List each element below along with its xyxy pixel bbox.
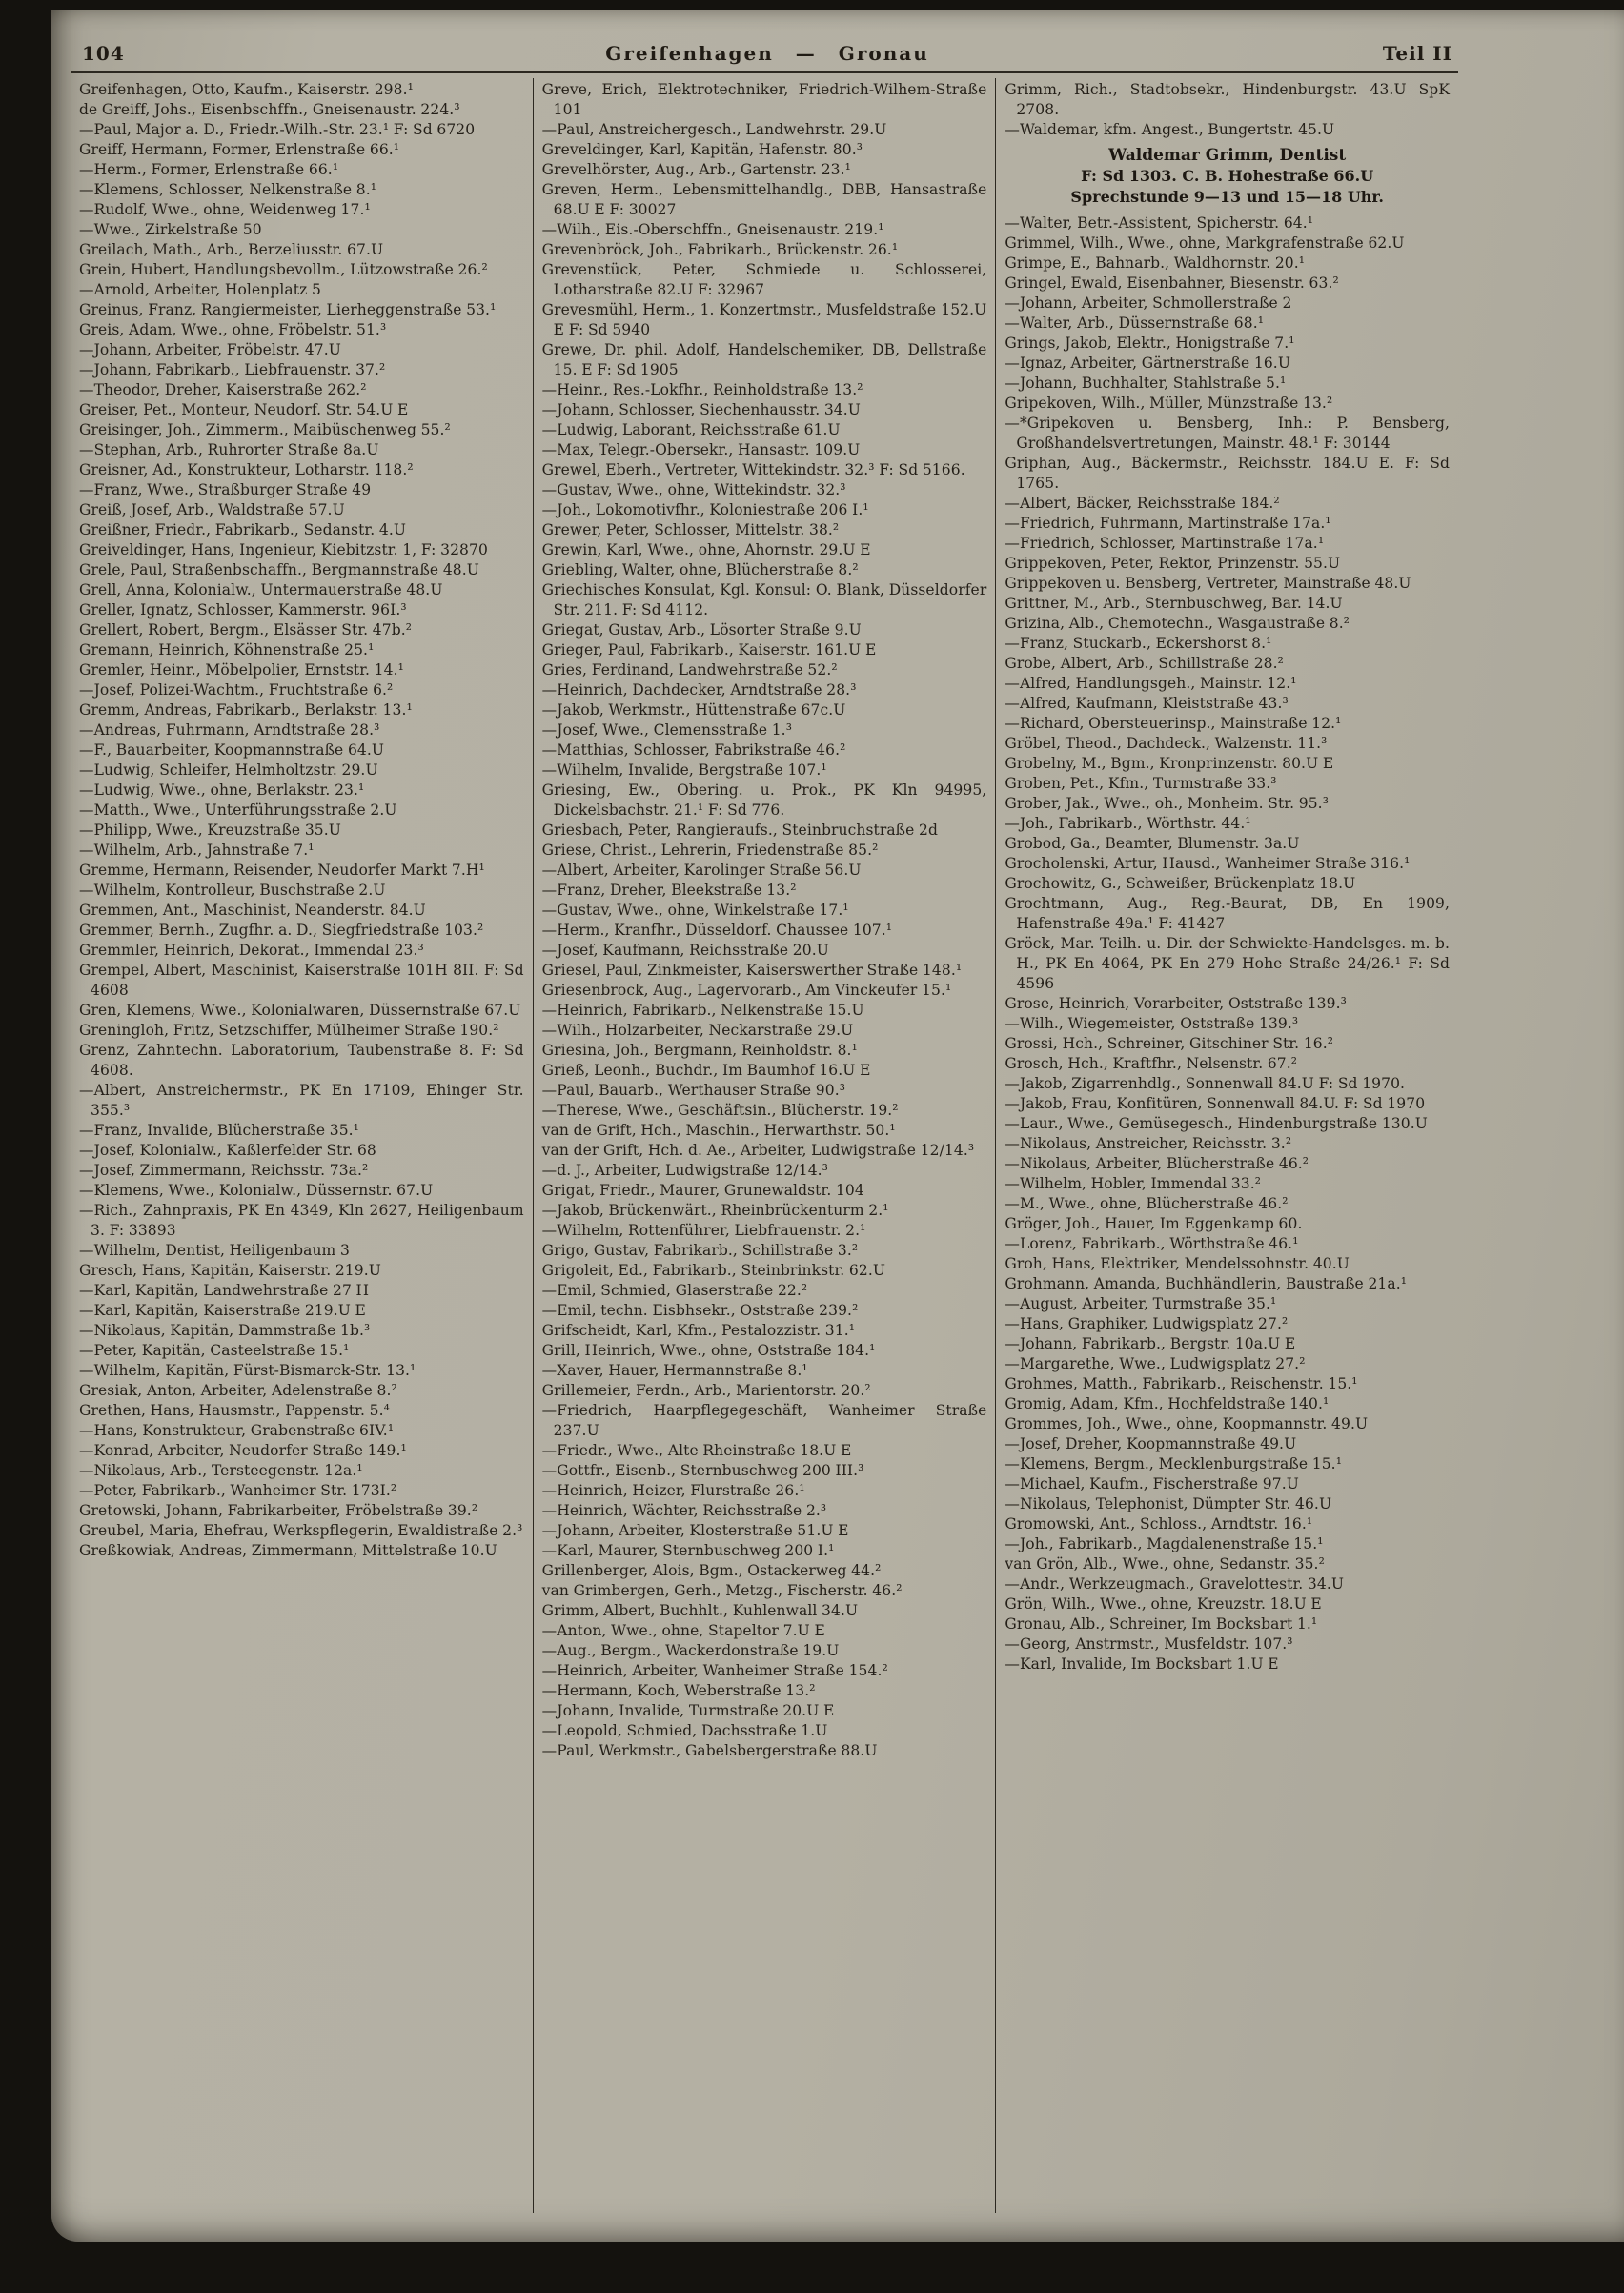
- directory-entry: —Friedrich, Schlosser, Martinstraße 17a.¹: [1005, 535, 1325, 552]
- directory-entry: Grewer, Peter, Schlosser, Mittelstr. 38.²: [541, 521, 840, 538]
- page-part-label: Teil II: [1382, 42, 1452, 65]
- directory-column-2: [533, 78, 996, 2213]
- directory-entry: —Jakob, Frau, Konfitüren, Sonnenwall 84.U. F: Sd 1970: [1005, 1095, 1426, 1112]
- directory-entry: Grethen, Hans, Hausmstr., Pappenstr. 5.⁴: [79, 1402, 390, 1419]
- directory-entry: Grevelhörster, Aug., Arb., Gartenstr. 23.¹: [541, 161, 851, 178]
- directory-entry: Greiß, Josef, Arb., Waldstraße 57.U: [79, 501, 345, 518]
- directory-entry: Grosch, Hch., Kraftfhr., Nelsenstr. 67.²: [1005, 1055, 1298, 1072]
- directory-entry: Grimm, Albert, Buchhlt., Kuhlenwall 34.U: [541, 1602, 859, 1619]
- directory-entry: de Greiff, Johs., Eisenbschffn., Gneisenaustr. 224.³: [79, 101, 460, 118]
- directory-entry: —Richard, Obersteuerinsp., Mainstraße 12.¹: [1005, 715, 1342, 732]
- directory-entry: Groben, Pet., Kfm., Turmstraße 33.³: [1005, 775, 1277, 792]
- directory-entry: Grigoleit, Ed., Fabrikarb., Steinbrinkstr. 62.U: [541, 1262, 886, 1279]
- directory-entry: —Joh., Lokomotivfhr., Koloniestraße 206 I.¹: [541, 501, 869, 518]
- directory-entry: —Wilh., Eis.-Oberschffn., Gneisenaustr. 219.¹: [541, 221, 884, 238]
- directory-entry: —Xaver, Hauer, Hermannstraße 8.¹: [541, 1362, 808, 1379]
- directory-entry: —Johann, Invalide, Turmstraße 20.U E: [541, 1702, 835, 1719]
- directory-entry: —Hermann, Koch, Weberstraße 13.²: [541, 1682, 816, 1699]
- directory-entry: Greißner, Friedr., Fabrikarb., Sedanstr. 4.U: [79, 521, 407, 538]
- directory-entry: —Paul, Bauarb., Werthauser Straße 90.³: [541, 1082, 846, 1099]
- directory-entry: Grittner, M., Arb., Sternbuschweg, Bar. 14.U: [1005, 595, 1343, 612]
- directory-entry: —Karl, Kapitän, Landwehrstraße 27 H: [79, 1282, 370, 1299]
- directory-entry: —Peter, Fabrikarb., Wanheimer Str. 173I.²: [79, 1482, 397, 1499]
- directory-entry: Greisner, Ad., Konstrukteur, Lotharstr. 118.²: [79, 461, 414, 478]
- directory-entry: Griesbach, Peter, Rangieraufs., Steinbruchstraße 2d: [541, 822, 939, 839]
- directory-entry: —Albert, Anstreichermstr., PK En 17109, Ehinger Str. 355.³: [79, 1082, 524, 1119]
- directory-entry: —Wilhelm, Rottenführer, Liebfrauenstr. 2.¹: [541, 1222, 866, 1239]
- directory-entry: —Walter, Arb., Düssernstraße 68.¹: [1005, 315, 1265, 332]
- directory-entry: Grober, Jak., Wwe., oh., Monheim. Str. 95.³: [1005, 795, 1330, 812]
- directory-entry: Grobod, Ga., Beamter, Blumenstr. 3a.U: [1005, 835, 1300, 852]
- directory-entry: —Matthias, Schlosser, Fabrikstraße 46.²: [541, 741, 846, 759]
- page-title: Greifenhagen — Gronau: [605, 42, 929, 65]
- directory-entry: —Walter, Betr.-Assistent, Spicherstr. 64.¹: [1005, 214, 1314, 232]
- directory-entry: Grimmel, Wilh., Wwe., ohne, Markgrafenstraße 62.U: [1005, 234, 1405, 252]
- directory-entry: Griesel, Paul, Zinkmeister, Kaiserswerther Straße 148.¹: [541, 962, 963, 979]
- directory-entry: —Hans, Konstrukteur, Grabenstraße 6IV.¹: [79, 1422, 395, 1439]
- directory-entry: Greiser, Pet., Monteur, Neudorf. Str. 54.U E: [79, 401, 409, 418]
- directory-entry: Gripekoven, Wilh., Müller, Münzstraße 13.²: [1005, 395, 1333, 412]
- directory-entry: Gremmer, Bernh., Zugfhr. a. D., Siegfriedstraße 103.²: [79, 922, 484, 939]
- directory-entry: Grochowitz, G., Schweißer, Brückenplatz 18.U: [1005, 875, 1356, 892]
- directory-entry: —Wilhelm, Dentist, Heiligenbaum 3: [79, 1242, 350, 1259]
- directory-entry: —Matth., Wwe., Unterführungsstraße 2.U: [79, 802, 397, 819]
- directory-entry: —Alfred, Kaufmann, Kleiststraße 43.³: [1005, 695, 1289, 712]
- directory-entry: —Leopold, Schmied, Dachsstraße 1.U: [541, 1722, 828, 1739]
- directory-entry: —Ignaz, Arbeiter, Gärtnerstraße 16.U: [1005, 355, 1290, 372]
- directory-entry: —Gustav, Wwe., ohne, Wittekindstr. 32.³: [541, 481, 846, 498]
- directory-entry: —Philipp, Wwe., Kreuzstraße 35.U: [79, 822, 341, 839]
- directory-entry: —Nikolaus, Anstreicher, Reichsstr. 3.²: [1005, 1135, 1292, 1152]
- directory-entry: —Josef, Dreher, Koopmannstraße 49.U: [1005, 1435, 1297, 1452]
- directory-entry: —Michael, Kaufm., Fischerstraße 97.U: [1005, 1475, 1299, 1492]
- directory-entry: —Alfred, Handlungsgeh., Mainstr. 12.¹: [1005, 675, 1297, 692]
- directory-entry: —Wilhelm, Invalide, Bergstraße 107.¹: [541, 761, 827, 779]
- directory-entry: —Johann, Fabrikarb., Bergstr. 10a.U E: [1005, 1335, 1296, 1352]
- directory-entry: Greningloh, Fritz, Setzschiffer, Mülheimer Straße 190.²: [79, 1022, 499, 1039]
- directory-entry: —F., Bauarbeiter, Koopmannstraße 64.U: [79, 741, 385, 759]
- directory-entry: —Georg, Anstrmstr., Musfeldstr. 107.³: [1005, 1635, 1293, 1653]
- directory-entry: Grempel, Albert, Maschinist, Kaiserstraße 101H 8II. F: Sd 4608: [79, 962, 524, 999]
- directory-entry: Grohmann, Amanda, Buchhändlerin, Baustraße 21a.¹: [1005, 1275, 1408, 1292]
- directory-entry: Gries, Ferdinand, Landwehrstraße 52.²: [541, 661, 838, 679]
- directory-entry: Grobe, Albert, Arb., Schillstraße 28.²: [1005, 655, 1284, 672]
- directory-entry: —Wwe., Zirkelstraße 50: [79, 221, 262, 238]
- directory-entry: —Ludwig, Wwe., ohne, Berlakstr. 23.¹: [79, 781, 365, 799]
- directory-entry: —M., Wwe., ohne, Blücherstraße 46.²: [1005, 1195, 1289, 1212]
- directory-entry: —Heinr., Res.-Lokfhr., Reinholdstraße 13.²: [541, 381, 863, 398]
- directory-entry: —Wilhelm, Kontrolleur, Buschstraße 2.U: [79, 882, 386, 899]
- directory-entry: —Therese, Wwe., Geschäftsin., Blücherstr. 19.²: [541, 1102, 899, 1119]
- directory-entry: —Joh., Fabrikarb., Wörthstr. 44.¹: [1005, 815, 1251, 832]
- directory-entry: —Jakob, Zigarrenhdlg., Sonnenwall 84.U F: Sd 1970.: [1005, 1075, 1406, 1092]
- directory-entry: Griebling, Walter, ohne, Blücherstraße 8.²: [541, 561, 859, 578]
- directory-entry: Grein, Hubert, Handlungsbevollm., Lützowstraße 26.²: [79, 261, 488, 278]
- directory-entry: —Heinrich, Dachdecker, Arndtstraße 28.³: [541, 681, 857, 699]
- directory-entry: —Hans, Graphiker, Ludwigsplatz 27.²: [1005, 1315, 1289, 1332]
- directory-entry: —Klemens, Wwe., Kolonialw., Düssernstr. 67.U: [79, 1182, 434, 1199]
- directory-entry: Grippekoven, Peter, Rektor, Prinzenstr. 55.U: [1005, 555, 1341, 572]
- directory-entry: Grimpe, E., Bahnarb., Waldhornstr. 20.¹: [1005, 254, 1306, 272]
- directory-entry: —Paul, Anstreichergesch., Landwehrstr. 29.U: [541, 121, 887, 138]
- directory-entry: —Franz, Stuckarb., Eckershorst 8.¹: [1005, 635, 1272, 652]
- directory-entry: Grossi, Hch., Schreiner, Gitschiner Str. 16.²: [1005, 1035, 1334, 1052]
- directory-entry: —Johann, Arbeiter, Schmollerstraße 2: [1005, 294, 1292, 312]
- directory-entry: —Klemens, Bergm., Mecklenburgstraße 15.¹: [1005, 1455, 1343, 1472]
- directory-entry: Gresch, Hans, Kapitän, Kaiserstr. 219.U: [79, 1262, 381, 1279]
- directory-entry: —Ludwig, Schleifer, Helmholtzstr. 29.U: [79, 761, 378, 779]
- directory-entry: Grieß, Leonh., Buchdr., Im Baumhof 16.U E: [541, 1062, 871, 1079]
- directory-entry: —*Gripekoven u. Bensberg, Inh.: P. Bensberg, Großhandelsvertretungen, Mainstr. 48.¹ F: 30144: [1005, 415, 1451, 452]
- directory-entry: —Jakob, Brückenwärt., Rheinbrückenturm 2.¹: [541, 1202, 889, 1219]
- directory-entry: Griegat, Gustav, Arb., Lösorter Straße 9.U: [541, 621, 862, 639]
- directory-entry: —Emil, Schmied, Glaserstraße 22.²: [541, 1282, 808, 1299]
- ad-line: Waldemar Grimm, Dentist: [1108, 146, 1347, 165]
- directory-entry: —Waldemar, kfm. Angest., Bungertstr. 45.U: [1005, 121, 1335, 138]
- directory-entry: Griesenbrock, Aug., Lagervorarb., Am Vinckeufer 15.¹: [541, 982, 952, 999]
- directory-entry: —Heinrich, Wächter, Reichsstraße 2.³: [541, 1502, 827, 1519]
- directory-entry: —Johann, Arbeiter, Fröbelstr. 47.U: [79, 341, 341, 358]
- directory-entry: —Karl, Kapitän, Kaiserstraße 219.U E: [79, 1302, 366, 1319]
- directory-entry: Grommes, Joh., Wwe., ohne, Koopmannstr. 49.U: [1005, 1415, 1369, 1432]
- directory-entry: Gremme, Hermann, Reisender, Neudorfer Markt 7.H¹: [79, 862, 485, 879]
- directory-entry: —Aug., Bergm., Wackerdonstraße 19.U: [541, 1642, 840, 1659]
- directory-entry: Grellert, Robert, Bergm., Elsässer Str. 47b.²: [79, 621, 413, 639]
- directory-entry: van Grimbergen, Gerh., Metzg., Fischerstr. 46.²: [541, 1582, 903, 1599]
- directory-entry: Grill, Heinrich, Wwe., ohne, Oststraße 184.¹: [541, 1342, 876, 1359]
- directory-entry: Griese, Christ., Lehrerin, Friedenstraße 85.²: [541, 842, 879, 859]
- directory-entry: Greiff, Hermann, Former, Erlenstraße 66.¹: [79, 141, 400, 158]
- directory-entry: —Emil, techn. Eisbhsekr., Oststraße 239.²: [541, 1302, 859, 1319]
- directory-entry: —Andr., Werkzeugmach., Gravelottestr. 34.U: [1005, 1575, 1345, 1593]
- directory-entry: —Johann, Buchhalter, Stahlstraße 5.¹: [1005, 375, 1287, 392]
- directory-entry: Gronau, Alb., Schreiner, Im Bocksbart 1.¹: [1005, 1615, 1318, 1633]
- directory-entry: Grigo, Gustav, Fabrikarb., Schillstraße 3.²: [541, 1242, 859, 1259]
- directory-entry: Grings, Jakob, Elektr., Honigstraße 7.¹: [1005, 335, 1295, 352]
- directory-entry: van Grön, Alb., Wwe., ohne, Sedanstr. 35.²: [1005, 1555, 1325, 1573]
- directory-entry: —Johann, Fabrikarb., Liebfrauenstr. 37.²: [79, 361, 386, 378]
- directory-entry: Gremler, Heinr., Möbelpolier, Ernststr. 14.¹: [79, 661, 404, 679]
- directory-entry: Griesina, Joh., Bergmann, Reinholdstr. 8.¹: [541, 1042, 858, 1059]
- directory-entry: —Josef, Kaufmann, Reichsstraße 20.U: [541, 942, 829, 959]
- page-header: [71, 42, 1458, 73]
- directory-entry: —August, Arbeiter, Turmstraße 35.¹: [1005, 1295, 1277, 1312]
- directory-entry: Grieger, Paul, Fabrikarb., Kaiserstr. 161.U E: [541, 641, 877, 659]
- directory-entry: van der Grift, Hch. d. Ae., Arbeiter, Ludwigstraße 12/14.³: [541, 1142, 975, 1159]
- directory-entry: —Wilh., Holzarbeiter, Neckarstraße 29.U: [541, 1022, 854, 1039]
- directory-entry: Gringel, Ewald, Eisenbahner, Biesenstr. 63.²: [1005, 274, 1339, 292]
- directory-entry: —Andreas, Fuhrmann, Arndtstraße 28.³: [79, 721, 380, 739]
- directory-entry: Grevenstück, Peter, Schmiede u. Schlosserei, Lotharstraße 82.U F: 32967: [541, 261, 987, 298]
- directory-columns: [71, 78, 1458, 2213]
- directory-entry: Greilach, Math., Arb., Berzeliusstr. 67.U: [79, 241, 384, 258]
- directory-entry: Grocholenski, Artur, Hausd., Wanheimer Straße 316.¹: [1005, 855, 1411, 872]
- directory-entry: —Karl, Invalide, Im Bocksbart 1.U E: [1005, 1655, 1279, 1673]
- directory-entry: —Johann, Schlosser, Siechenhausstr. 34.U: [541, 401, 861, 418]
- directory-entry: —Wilhelm, Hobler, Immendal 33.²: [1005, 1175, 1262, 1192]
- dentist-ad: [1005, 145, 1450, 208]
- directory-entry: —Heinrich, Fabrikarb., Nelkenstraße 15.U: [541, 1002, 864, 1019]
- directory-entry: —Peter, Kapitän, Casteelstraße 15.¹: [79, 1342, 350, 1359]
- directory-entry: Greve, Erich, Elektrotechniker, Friedrich-Wilhem-Straße 101: [541, 81, 987, 118]
- directory-entry: Grimm, Rich., Stadtobsekr., Hindenburgstr. 43.U SpK 2708.: [1005, 81, 1451, 118]
- directory-entry: —Klemens, Schlosser, Nelkenstraße 8.¹: [79, 181, 377, 198]
- directory-entry: van de Grift, Hch., Maschin., Herwarthstr. 50.¹: [541, 1122, 896, 1139]
- directory-entry: —Karl, Maurer, Sternbuschweg 200 I.¹: [541, 1542, 835, 1559]
- directory-entry: Grochtmann, Aug., Reg.-Baurat, DB, En 1909, Hafenstraße 49a.¹ F: 41427: [1005, 895, 1451, 932]
- directory-entry: —Anton, Wwe., ohne, Stapeltor 7.U E: [541, 1622, 825, 1639]
- directory-entry: —Nikolaus, Kapitän, Dammstraße 1b.³: [79, 1322, 371, 1339]
- directory-entry: —Herm., Former, Erlenstraße 66.¹: [79, 161, 339, 178]
- page-number: 104: [82, 42, 125, 65]
- directory-entry: Grizina, Alb., Chemotechn., Wasgaustraße 8.²: [1005, 615, 1350, 632]
- directory-entry: Gröck, Mar. Teilh. u. Dir. der Schwiekte-Handelsges. m. b. H., PK En 4064, PK En 279 Hohe Straße 24/26.¹ F: Sd 4596: [1005, 935, 1451, 992]
- directory-entry: Grenz, Zahntechn. Laboratorium, Taubenstraße 8. F: Sd 4608.: [79, 1042, 524, 1079]
- scanned-page: [51, 10, 1624, 2242]
- directory-entry: Gresiak, Anton, Arbeiter, Adelenstraße 8.²: [79, 1382, 397, 1399]
- directory-entry: Gröger, Joh., Hauer, Im Eggenkamp 60.: [1005, 1215, 1303, 1232]
- directory-entry: —Lorenz, Fabrikarb., Wörthstraße 46.¹: [1005, 1235, 1299, 1252]
- directory-entry: —Theodor, Dreher, Kaiserstraße 262.²: [79, 381, 367, 398]
- directory-entry: —Josef, Kolonialw., Kaßlerfelder Str. 68: [79, 1142, 376, 1159]
- directory-entry: Greller, Ignatz, Schlosser, Kammerstr. 96I.³: [79, 601, 407, 619]
- directory-entry: —Margarethe, Wwe., Ludwigsplatz 27.²: [1005, 1355, 1306, 1372]
- directory-entry: Grillenberger, Alois, Bgm., Ostackerweg 44.²: [541, 1562, 882, 1579]
- directory-entry: —Heinrich, Heizer, Flurstraße 26.¹: [541, 1482, 805, 1499]
- directory-entry: Grohmes, Matth., Fabrikarb., Reischenstr. 15.¹: [1005, 1375, 1358, 1392]
- ad-line: F: Sd 1303. C. B. Hohestraße 66.U: [1081, 167, 1374, 185]
- directory-entry: Grewel, Eberh., Vertreter, Wittekindstr. 32.³ F: Sd 5166.: [541, 461, 965, 478]
- directory-entry: Greubel, Maria, Ehefrau, Werkspflegerin, Ewaldistraße 2.³: [79, 1522, 523, 1539]
- directory-entry: —Josef, Zimmermann, Reichsstr. 73a.²: [79, 1162, 369, 1179]
- directory-entry: —Jakob, Werkmstr., Hüttenstraße 67c.U: [541, 701, 846, 719]
- directory-entry: —Gottfr., Eisenb., Sternbuschweg 200 III.³: [541, 1462, 864, 1479]
- directory-entry: Grele, Paul, Straßenbschaffn., Bergmannstraße 48.U: [79, 561, 479, 578]
- directory-entry: Gretowski, Johann, Fabrikarbeiter, Fröbelstraße 39.²: [79, 1502, 478, 1519]
- directory-entry: Greisinger, Joh., Zimmerm., Maibüschenweg 55.²: [79, 421, 451, 438]
- directory-entry: Greßkowiak, Andreas, Zimmermann, Mittelstraße 10.U: [79, 1542, 497, 1559]
- directory-entry: Greinus, Franz, Rangiermeister, Lierheggenstraße 53.¹: [79, 301, 497, 318]
- directory-entry: Gremmen, Ant., Maschinist, Neanderstr. 84.U: [79, 902, 426, 919]
- directory-entry: —Wilhelm, Kapitän, Fürst-Bismarck-Str. 13.¹: [79, 1362, 416, 1379]
- directory-entry: —Albert, Bäcker, Reichsstraße 184.²: [1005, 495, 1280, 512]
- directory-entry: —Franz, Invalide, Blücherstraße 35.¹: [79, 1122, 360, 1139]
- directory-entry: —Nikolaus, Arb., Tersteegenstr. 12a.¹: [79, 1462, 363, 1479]
- directory-column-1: [71, 78, 533, 2213]
- directory-entry: Greiveldinger, Hans, Ingenieur, Kiebitzstr. 1, F: 32870: [79, 541, 488, 558]
- directory-entry: Grifscheidt, Karl, Kfm., Pestalozzistr. 31.¹: [541, 1322, 856, 1339]
- directory-entry: —Arnold, Arbeiter, Holenplatz 5: [79, 281, 321, 298]
- directory-entry: Grippekoven u. Bensberg, Vertreter, Mainstraße 48.U: [1005, 575, 1411, 592]
- directory-entry: Griphan, Aug., Bäckermstr., Reichsstr. 184.U E. F: Sd 1765.: [1005, 455, 1451, 492]
- directory-entry: Greven, Herm., Lebensmittelhandlg., DBB, Hansastraße 68.U E F: 30027: [541, 181, 987, 218]
- directory-entry: —Wilhelm, Arb., Jahnstraße 7.¹: [79, 842, 315, 859]
- directory-entry: —d. J., Arbeiter, Ludwigstraße 12/14.³: [541, 1162, 828, 1179]
- directory-entry: —Friedr., Wwe., Alte Rheinstraße 18.U E: [541, 1442, 852, 1459]
- directory-entry: —Rich., Zahnpraxis, PK En 4349, Kln 2627, Heiligenbaum 3. F: 33893: [79, 1202, 524, 1239]
- page-content: [71, 42, 1458, 2213]
- directory-entry: Groh, Hans, Elektriker, Mendelssohnstr. 40.U: [1005, 1255, 1350, 1272]
- directory-entry: —Max, Telegr.-Obersekr., Hansastr. 109.U: [541, 441, 861, 458]
- directory-entry: —Josef, Wwe., Clemensstraße 1.³: [541, 721, 793, 739]
- directory-entry: Gröbel, Theod., Dachdeck., Walzenstr. 11.³: [1005, 735, 1328, 752]
- directory-entry: Griechisches Konsulat, Kgl. Konsul: O. Blank, Düsseldorfer Str. 211. F: Sd 4112.: [541, 581, 987, 619]
- directory-entry: —Ludwig, Laborant, Reichsstraße 61.U: [541, 421, 841, 438]
- directory-entry: —Franz, Dreher, Bleekstraße 13.²: [541, 882, 797, 899]
- directory-entry: Greveldinger, Karl, Kapitän, Hafenstr. 80.³: [541, 141, 863, 158]
- directory-entry: Griesing, Ew., Obering. u. Prok., PK Kln 94995, Dickelsbachstr. 21.¹ F: Sd 776.: [541, 781, 987, 819]
- directory-entry: —Nikolaus, Arbeiter, Blücherstraße 46.²: [1005, 1155, 1309, 1172]
- directory-entry: Greis, Adam, Wwe., ohne, Fröbelstr. 51.³: [79, 321, 387, 338]
- directory-entry: Greifenhagen, Otto, Kaufm., Kaiserstr. 298.¹: [79, 81, 414, 98]
- directory-entry: Gremm, Andreas, Fabrikarb., Berlakstr. 13.¹: [79, 701, 413, 719]
- directory-entry: Grön, Wilh., Wwe., ohne, Kreuzstr. 18.U E: [1005, 1595, 1322, 1613]
- directory-entry: —Paul, Major a. D., Friedr.-Wilh.-Str. 23.¹ F: Sd 6720: [79, 121, 476, 138]
- directory-entry: Grevenbröck, Joh., Fabrikarb., Brückenstr. 26.¹: [541, 241, 899, 258]
- directory-entry: Gromig, Adam, Kfm., Hochfeldstraße 140.¹: [1005, 1395, 1330, 1412]
- directory-entry: —Laur., Wwe., Gemüsegesch., Hindenburgstraße 130.U: [1005, 1115, 1428, 1132]
- directory-entry: —Franz, Wwe., Straßburger Straße 49: [79, 481, 372, 498]
- directory-entry: Grobelny, M., Bgm., Kronprinzenstr. 80.U E: [1005, 755, 1334, 772]
- directory-entry: —Stephan, Arb., Ruhrorter Straße 8a.U: [79, 441, 379, 458]
- directory-entry: Gren, Klemens, Wwe., Kolonialwaren, Düssernstraße 67.U: [79, 1002, 521, 1019]
- directory-entry: —Konrad, Arbeiter, Neudorfer Straße 149.¹: [79, 1442, 407, 1459]
- directory-entry: Grewin, Karl, Wwe., ohne, Ahornstr. 29.U E: [541, 541, 871, 558]
- directory-column-3: [995, 78, 1458, 2213]
- directory-entry: Gremann, Heinrich, Köhnenstraße 25.¹: [79, 641, 375, 659]
- directory-entry: Grigat, Friedr., Maurer, Grunewaldstr. 104: [541, 1182, 864, 1199]
- directory-entry: —Herm., Kranfhr., Düsseldorf. Chaussee 107.¹: [541, 922, 893, 939]
- directory-entry: —Joh., Fabrikarb., Magdalenenstraße 15.¹: [1005, 1535, 1324, 1552]
- directory-entry: Grose, Heinrich, Vorarbeiter, Oststraße 139.³: [1005, 995, 1347, 1012]
- directory-entry: —Wilh., Wiegemeister, Oststraße 139.³: [1005, 1015, 1299, 1032]
- directory-entry: —Josef, Polizei-Wachtm., Fruchtstraße 6.²: [79, 681, 394, 699]
- directory-entry: —Friedrich, Fuhrmann, Martinstraße 17a.¹: [1005, 515, 1331, 532]
- directory-entry: —Nikolaus, Telephonist, Dümpter Str. 46.U: [1005, 1495, 1332, 1512]
- directory-entry: Grillemeier, Ferdn., Arb., Marientorstr. 20.²: [541, 1382, 871, 1399]
- directory-entry: —Rudolf, Wwe., ohne, Weidenweg 17.¹: [79, 201, 371, 218]
- directory-entry: —Friedrich, Haarpflegegeschäft, Wanheimer Straße 237.U: [541, 1402, 987, 1439]
- directory-entry: Gremmler, Heinrich, Dekorat., Immendal 23.³: [79, 942, 424, 959]
- ad-line: Sprechstunde 9—13 und 15—18 Uhr.: [1070, 188, 1384, 206]
- directory-entry: —Albert, Arbeiter, Karolinger Straße 56.U: [541, 862, 862, 879]
- directory-entry: —Paul, Werkmstr., Gabelsbergerstraße 88.U: [541, 1742, 878, 1759]
- directory-entry: Gromowski, Ant., Schloss., Arndtstr. 16.¹: [1005, 1515, 1313, 1532]
- directory-entry: —Johann, Arbeiter, Klosterstraße 51.U E: [541, 1522, 849, 1539]
- directory-entry: Grevesmühl, Herm., 1. Konzertmstr., Musfeldstraße 152.U E F: Sd 5940: [541, 301, 987, 338]
- directory-entry: —Heinrich, Arbeiter, Wanheimer Straße 154.²: [541, 1662, 888, 1679]
- directory-entry: Grewe, Dr. phil. Adolf, Handelschemiker, DB, Dellstraße 15. E F: Sd 1905: [541, 341, 987, 378]
- directory-entry: Grell, Anna, Kolonialw., Untermauerstraße 48.U: [79, 581, 443, 599]
- directory-entry: —Gustav, Wwe., ohne, Winkelstraße 17.¹: [541, 902, 849, 919]
